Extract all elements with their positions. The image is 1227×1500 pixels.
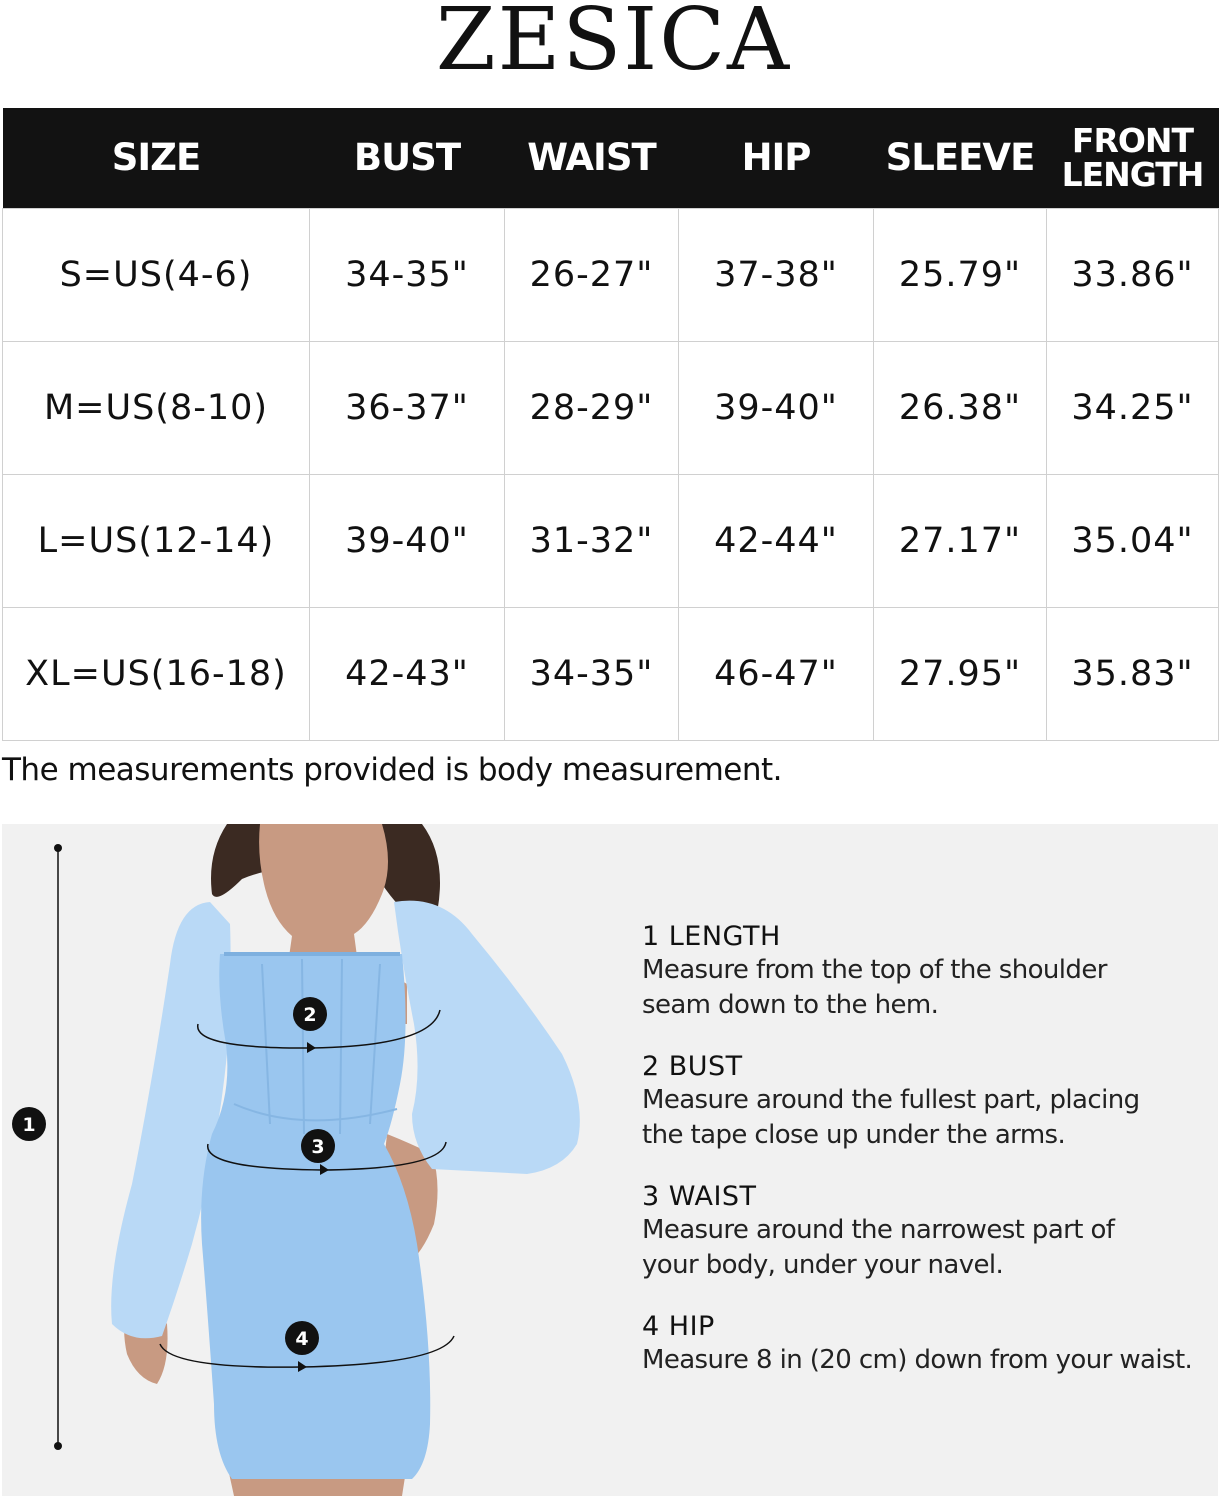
right-sleeve (394, 901, 580, 1174)
cell-hip: 37-38" (679, 209, 874, 342)
table-row (3, 342, 1219, 475)
header-front-length: FRONT LENGTH (1047, 108, 1219, 209)
marker-waist (301, 1129, 335, 1163)
size-chart-table (2, 108, 1219, 741)
dress-figure-illustration (2, 824, 622, 1496)
header-hip: HIP (679, 108, 874, 209)
cell-size: M=US(8-10) (3, 342, 310, 475)
cell-front-length: 35.04" (1047, 475, 1219, 608)
instruction-title: 1 LENGTH (642, 921, 781, 952)
cell-waist: 31-32" (505, 475, 679, 608)
table-row (3, 209, 1219, 342)
brand-logo: ZESICA (435, 0, 792, 90)
cell-hip: 42-44" (679, 475, 874, 608)
marker-bust-label: 2 (303, 1004, 317, 1026)
cell-size: XL=US(16-18) (3, 608, 310, 741)
cell-size: S=US(4-6) (3, 209, 310, 342)
cell-sleeve: 26.38" (874, 342, 1047, 475)
cell-sleeve: 25.79" (874, 209, 1047, 342)
cell-waist: 26-27" (505, 209, 679, 342)
marker-hip (285, 1321, 319, 1355)
instruction-waist (642, 1181, 1222, 1283)
cell-hip: 39-40" (679, 342, 874, 475)
table-row (3, 608, 1219, 741)
cell-front-length: 34.25" (1047, 342, 1219, 475)
instruction-title: 3 WAIST (642, 1181, 757, 1212)
cell-bust: 36-37" (310, 342, 505, 475)
cell-front-length: 33.86" (1047, 209, 1219, 342)
marker-hip-label: 4 (295, 1328, 309, 1350)
cell-bust: 39-40" (310, 475, 505, 608)
length-line-top-dot (54, 844, 62, 852)
measurement-guide-panel (2, 824, 1218, 1496)
cell-bust: 42-43" (310, 608, 505, 741)
marker-length-label: 1 (22, 1114, 36, 1136)
length-line-bottom-dot (54, 1442, 62, 1450)
marker-bust (293, 997, 327, 1031)
instruction-bust (642, 1051, 1222, 1153)
cell-bust: 34-35" (310, 209, 505, 342)
instruction-text: Measure around the narrowest part of your body, under your navel. (642, 1215, 1115, 1280)
cell-size: L=US(12-14) (3, 475, 310, 608)
instruction-text: Measure around the fullest part, placing the tape close up under the arms. (642, 1085, 1140, 1150)
header-waist: WAIST (505, 108, 679, 209)
cell-waist: 34-35" (505, 608, 679, 741)
cell-front-length: 35.83" (1047, 608, 1219, 741)
cell-hip: 46-47" (679, 608, 874, 741)
measurement-instructions (642, 921, 1222, 1406)
marker-waist-label: 3 (311, 1136, 325, 1158)
instruction-length (642, 921, 1222, 1023)
table-row (3, 475, 1219, 608)
marker-length (12, 1107, 46, 1141)
instruction-text: Measure from the top of the shoulder seam down to the hem. (642, 955, 1107, 1020)
cell-sleeve: 27.95" (874, 608, 1047, 741)
instruction-title: 2 BUST (642, 1051, 743, 1082)
table-header-row (3, 108, 1219, 209)
header-size: SIZE (3, 108, 310, 209)
cell-sleeve: 27.17" (874, 475, 1047, 608)
header-bust: BUST (310, 108, 505, 209)
measurement-note: The measurements provided is body measurement. (2, 752, 783, 788)
instruction-hip (642, 1311, 1222, 1378)
instruction-text: Measure 8 in (20 cm) down from your waist. (642, 1345, 1193, 1375)
header-sleeve: SLEEVE (874, 108, 1047, 209)
dress-body (201, 954, 430, 1479)
instruction-title: 4 HIP (642, 1311, 715, 1342)
cell-waist: 28-29" (505, 342, 679, 475)
